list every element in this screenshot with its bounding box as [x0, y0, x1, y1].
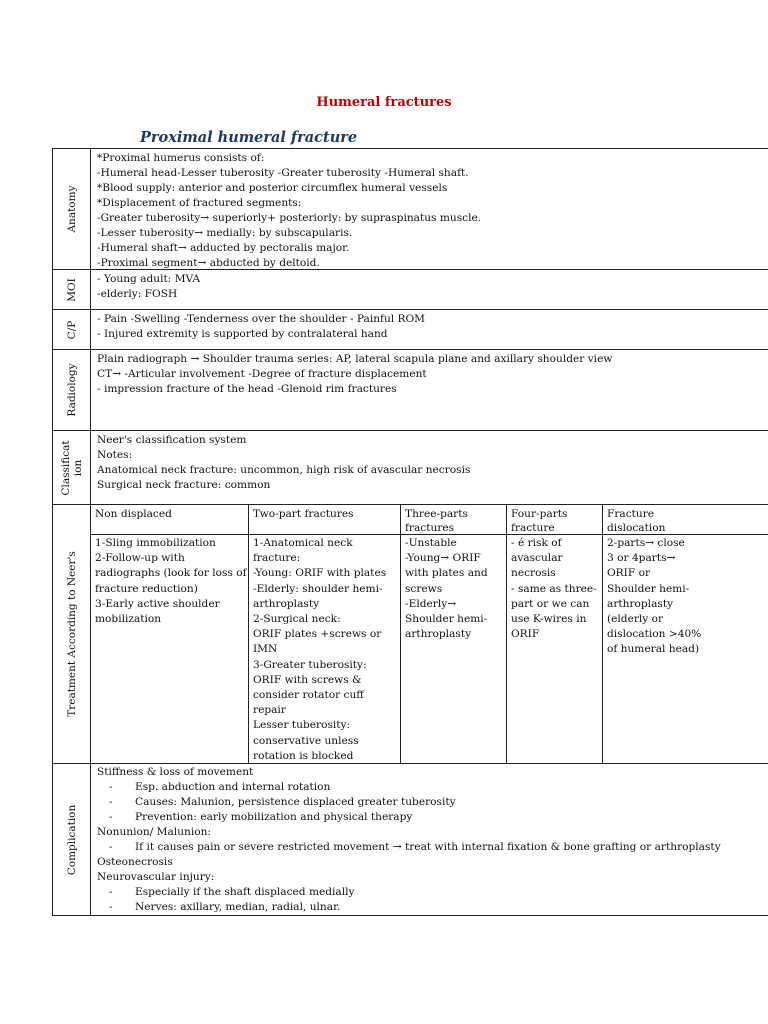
radiology-line: Plain radiograph → Shoulder trauma series: AP, lateral scapula plane and axillary shoulder view: [97, 353, 613, 365]
header-line: Four-parts: [511, 508, 568, 520]
header-line: dislocation: [607, 522, 666, 534]
row-label-anatomy: Anatomy: [65, 185, 78, 233]
row-anatomy: [52, 148, 768, 270]
header-line: Non displaced: [95, 508, 172, 520]
treatment-column-body: [603, 535, 768, 659]
complication-line: [97, 900, 768, 915]
body-line: with plates and: [405, 567, 488, 580]
body-line: arthroplasty: [405, 628, 472, 641]
complication-line: [97, 870, 768, 885]
body-line: part or we can: [511, 597, 590, 610]
body-line: use K-wires in: [511, 613, 587, 626]
anatomy-line: *Proximal humerus consists of:: [97, 152, 265, 164]
complication-line: [97, 765, 768, 780]
anatomy-line: -Lesser tuberosity→ medially: by subscapularis.: [97, 227, 353, 239]
treatment-column: [603, 505, 768, 763]
radiology-line: CT→ -Articular involvement -Degree of fracture displacement: [97, 368, 427, 380]
anatomy-line: -Proximal segment→ abducted by deltoid.: [97, 257, 320, 269]
body-line: -Young: ORIF with plates: [253, 567, 387, 580]
complication-line: [97, 885, 768, 900]
row-treatment: [52, 504, 768, 764]
classification-content: [97, 433, 768, 493]
body-line: 3-Early active shoulder: [95, 597, 220, 610]
bullet-dash: -: [109, 901, 113, 913]
treatment-column-header: [603, 505, 768, 535]
row-label-cell: [53, 149, 91, 269]
complication-content: [97, 765, 768, 915]
body-line: of humeral head): [607, 643, 700, 656]
row-label-treatment: Treatment According to Neer's: [65, 551, 78, 717]
cp-content: [97, 312, 768, 342]
row-label-cell: [53, 350, 91, 430]
header-line: Three-parts: [405, 508, 468, 520]
body-line: 2-parts→ close: [607, 537, 685, 549]
complication-text: Prevention: early mobilization and physical therapy: [135, 811, 413, 823]
header-line: Fracture: [607, 508, 655, 520]
complication-line: [97, 825, 768, 840]
body-line: -Elderly→: [405, 597, 457, 610]
body-line: arthroplasty: [253, 597, 320, 610]
body-line: ORIF plates +screws or: [253, 628, 382, 641]
label-line: Classificat: [59, 439, 72, 496]
body-line: Shoulder hemi-: [405, 613, 488, 626]
body-line: radiographs (look for loss of: [95, 567, 247, 580]
anatomy-line: *Blood supply: anterior and posterior circumflex humeral vessels: [97, 182, 448, 194]
label-line: ion: [71, 459, 84, 476]
body-line: - é risk of: [511, 537, 562, 549]
cp-line: - Pain -Swelling -Tenderness over the shoulder - Painful ROM: [97, 313, 426, 325]
row-label-classification: [60, 440, 84, 495]
body-line: ORIF or: [607, 567, 651, 580]
treatment-column-header: [507, 505, 602, 535]
row-label-cell: [53, 431, 91, 504]
body-line: -Elderly: shoulder hemi-: [253, 582, 383, 595]
row-label-cell: [53, 310, 91, 349]
body-line: necrosis: [511, 567, 556, 580]
body-line: 2-Follow-up with: [95, 552, 185, 565]
classification-line: Surgical neck fracture: common: [97, 479, 271, 491]
row-label-cell: [53, 505, 91, 763]
body-line: 1-Sling immobilization: [95, 537, 216, 549]
treatment-subtable: [91, 505, 768, 763]
bullet-dash: -: [109, 841, 113, 853]
body-line: -Young→ ORIF: [405, 552, 481, 565]
body-line: arthroplasty: [607, 597, 674, 610]
cp-line: - Injured extremity is supported by contralateral hand: [97, 328, 388, 340]
complication-line: [97, 780, 768, 795]
body-line: Shoulder hemi-: [607, 582, 690, 595]
complication-text: Causes: Malunion, persistence displaced greater tuberosity: [135, 796, 456, 808]
complication-text: Esp. abduction and internal rotation: [135, 781, 331, 793]
anatomy-line: -Humeral head-Lesser tuberosity -Greater tuberosity -Humeral shaft.: [97, 167, 469, 179]
body-line: dislocation >40%: [607, 628, 702, 641]
classification-line: Anatomical neck fracture: uncommon, high risk of avascular necrosis: [97, 464, 471, 476]
body-line: 2-Surgical neck:: [253, 613, 341, 626]
row-cp: [52, 309, 768, 350]
complication-text: Osteonecrosis: [97, 856, 173, 868]
complication-line: [97, 795, 768, 810]
treatment-column-header: [91, 505, 248, 535]
treatment-column: [91, 505, 249, 763]
row-label-complication: Complication: [65, 804, 78, 875]
row-label-cp: C/P: [65, 320, 78, 339]
anatomy-content: [97, 151, 768, 271]
row-label-cell: [53, 764, 91, 915]
body-line: (elderly or: [607, 613, 664, 626]
treatment-column-header: [401, 505, 506, 535]
row-classification: [52, 430, 768, 505]
body-line: Lesser tuberosity:: [253, 719, 351, 732]
complication-text: Especially if the shaft displaced medially: [135, 886, 355, 898]
body-line: rotation is blocked: [253, 749, 354, 762]
body-line: repair: [253, 704, 286, 717]
header-line: Two-part fractures: [253, 508, 354, 520]
anatomy-line: *Displacement of fractured segments:: [97, 197, 302, 209]
body-line: mobilization: [95, 613, 162, 626]
header-line: fractures: [405, 522, 455, 534]
treatment-column-body: [91, 535, 248, 628]
bullet-dash: -: [109, 886, 113, 898]
complication-text: Neurovascular injury:: [97, 871, 215, 883]
treatment-column-body: [401, 535, 506, 643]
complication-line: [97, 840, 768, 855]
bullet-dash: -: [109, 811, 113, 823]
document-title: Humeral fractures: [316, 95, 452, 110]
complication-text: Nerves: axillary, median, radial, ulnar.: [135, 901, 341, 913]
row-label-cell: [53, 270, 91, 309]
body-line: 3 or 4parts→: [607, 552, 676, 565]
treatment-column: [507, 505, 603, 763]
moi-content: [97, 272, 768, 302]
header-line: fracture: [511, 522, 555, 534]
classification-line: Notes:: [97, 449, 133, 461]
body-line: fracture:: [253, 552, 301, 565]
section-title: Proximal humeral fracture: [140, 129, 358, 146]
row-label-moi: MOI: [65, 277, 78, 302]
complication-line: [97, 810, 768, 825]
treatment-column: [401, 505, 507, 763]
row-moi: [52, 269, 768, 310]
body-line: IMN: [253, 643, 278, 656]
body-line: ORIF with screws &: [253, 673, 362, 686]
bullet-dash: -: [109, 796, 113, 808]
complication-text: Nonunion/ Malunion:: [97, 826, 211, 838]
treatment-column-body: [249, 535, 400, 765]
body-line: conservative unless: [253, 734, 359, 747]
row-complication: [52, 763, 768, 916]
body-line: - same as three-: [511, 582, 597, 595]
body-line: 3-Greater tuberosity:: [253, 658, 367, 671]
treatment-column: [249, 505, 401, 763]
body-line: avascular: [511, 552, 563, 565]
treatment-column-body: [507, 535, 602, 643]
body-line: screws: [405, 582, 443, 595]
classification-line: Neer's classification system: [97, 434, 247, 446]
radiology-line: - impression fracture of the head -Glenoid rim fractures: [97, 383, 397, 395]
body-line: 1-Anatomical neck: [253, 537, 353, 549]
body-line: consider rotator cuff: [253, 689, 364, 702]
moi-line: - Young adult: MVA: [97, 273, 201, 285]
bullet-dash: -: [109, 781, 113, 793]
body-line: fracture reduction): [95, 582, 198, 595]
complication-line: [97, 855, 768, 870]
anatomy-line: -Greater tuberosity→ superiorly+ posteriorly: by supraspinatus muscle.: [97, 212, 482, 224]
treatment-column-header: [249, 505, 400, 535]
anatomy-line: -Humeral shaft→ adducted by pectoralis major.: [97, 242, 350, 254]
body-line: ORIF: [511, 628, 540, 641]
complication-text: Stiffness & loss of movement: [97, 766, 254, 778]
moi-line: -elderly: FOSH: [97, 288, 178, 300]
row-label-radiology: Radiology: [65, 363, 78, 417]
body-line: -Unstable: [405, 537, 457, 549]
row-radiology: [52, 349, 768, 431]
radiology-content: [97, 352, 768, 397]
complication-text: If it causes pain or severe restricted movement → treat with internal fixation & bone grafting or arthroplasty: [135, 841, 721, 853]
